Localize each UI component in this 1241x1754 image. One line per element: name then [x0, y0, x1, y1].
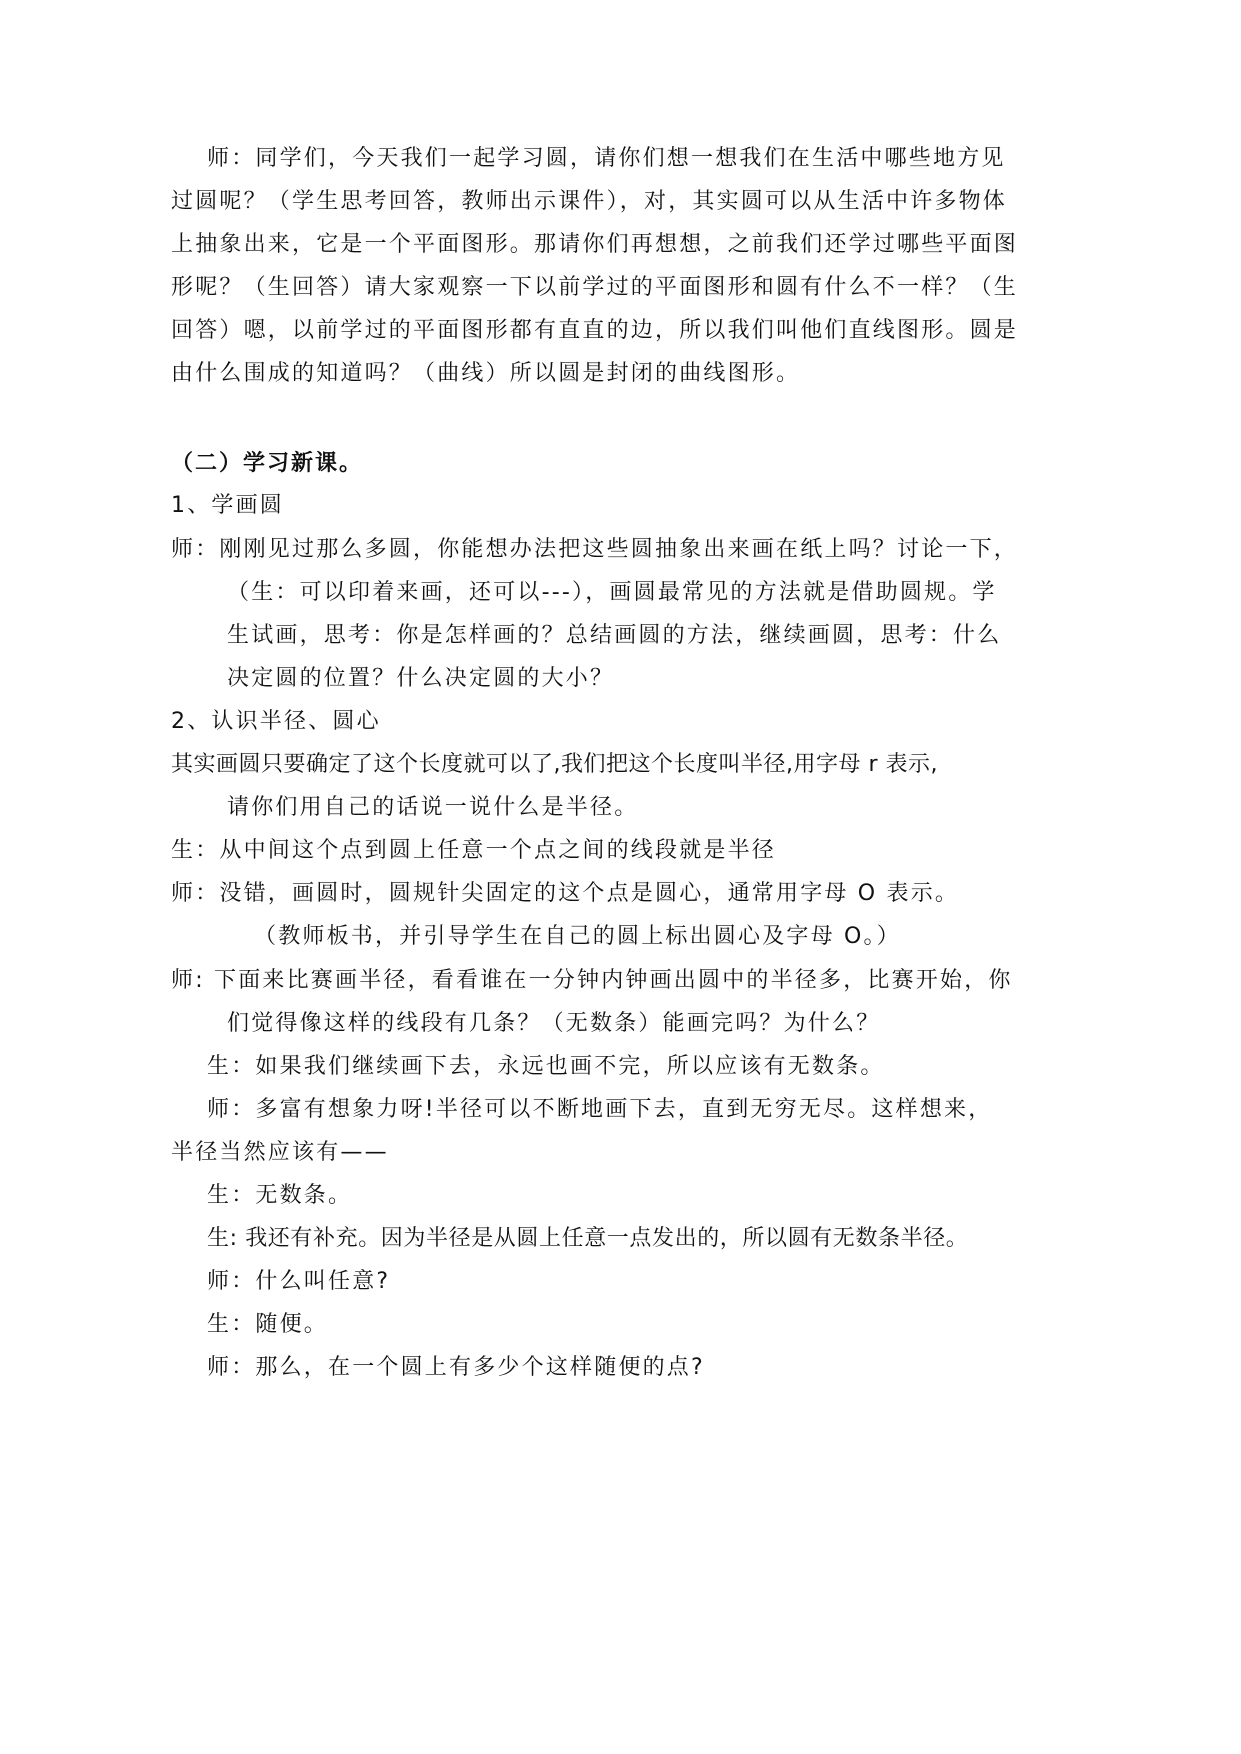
intro-line-4: 形呢？（生回答）请大家观察一下以前学过的平面图形和圆有什么不一样？（生 — [171, 275, 1019, 300]
teacher6-line: 师：那么，在一个圆上有多少个这样随便的点? — [207, 1355, 705, 1380]
teacher1-line-2: （生：可以印着来画，还可以---），画圆最常见的方法就是借助圆规。学 — [227, 580, 997, 605]
student2-line: 生：如果我们继续画下去，永远也画不完，所以应该有无数条。 — [207, 1054, 885, 1079]
teacher1-line-4: 决定圆的位置？什么决定圆的大小？ — [227, 666, 615, 691]
intro-line-6: 由什么围成的知道吗？（曲线）所以圆是封闭的曲线图形。 — [171, 361, 801, 386]
board-note-line: （教师板书，并引导学生在自己的圆上标出圆心及字母 O。） — [254, 924, 901, 949]
teacher4-line-1: 师：多富有想象力呀!半径可以不断地画下去，直到无穷无尽。这样想来， — [207, 1097, 993, 1122]
teacher1-line-1: 师：刚刚见过那么多圆，你能想办法把这些圆抽象出来画在纸上吗？讨论一下， — [171, 537, 1019, 562]
subheading-radius-center: 2、认识半径、圆心 — [171, 709, 381, 734]
teacher3-line-2: 们觉得像这样的线段有几条？（无数条）能画完吗？为什么？ — [227, 1011, 881, 1036]
teacher2-line: 师：没错，画圆时，圆规针尖固定的这个点是圆心，通常用字母 O 表示。 — [171, 881, 960, 906]
student5-line: 生：随便。 — [207, 1312, 329, 1337]
student3-line: 生：无数条。 — [207, 1183, 353, 1208]
intro-line-5: 回答）嗯，以前学过的平面图形都有直直的边，所以我们叫他们直线图形。圆是 — [171, 318, 1019, 343]
student1-line: 生：从中间这个点到圆上任意一个点之间的线段就是半径 — [171, 838, 777, 863]
teacher1-line-3: 生试画，思考：你是怎样画的？总结画圆的方法，继续画圆，思考：什么 — [227, 623, 1002, 648]
intro-line-3: 上抽象出来，它是一个平面图形。那请你们再想想，之前我们还学过哪些平面图 — [171, 232, 1019, 257]
section-heading: （二）学习新课。 — [171, 451, 364, 476]
teacher5-line: 师：什么叫任意? — [207, 1269, 391, 1294]
explain-line-2: 请你们用自己的话说一说什么是半径。 — [227, 795, 639, 820]
teacher3-line-1: 师: 下面来比赛画半径，看看谁在一分钟内钟画出圆中的半径多，比赛开始，你 — [171, 968, 1013, 993]
explain-line-1: 其实画圆只要确定了这个长度就可以了,我们把这个长度叫半径,用字母 r 表示, — [171, 752, 939, 777]
teacher4-line-2: 半径当然应该有—— — [171, 1140, 389, 1165]
student4-line: 生: 我还有补充。因为半径是从圆上任意一点发出的，所以圆有无数条半径。 — [207, 1226, 969, 1251]
intro-line-2: 过圆呢？（学生思考回答，教师出示课件），对，其实圆可以从生活中许多物体 — [171, 189, 1008, 214]
intro-line-1: 师：同学们，今天我们一起学习圆，请你们想一想我们在生活中哪些地方见 — [207, 146, 1006, 171]
subheading-draw-circle: 1、学画圆 — [171, 493, 284, 518]
